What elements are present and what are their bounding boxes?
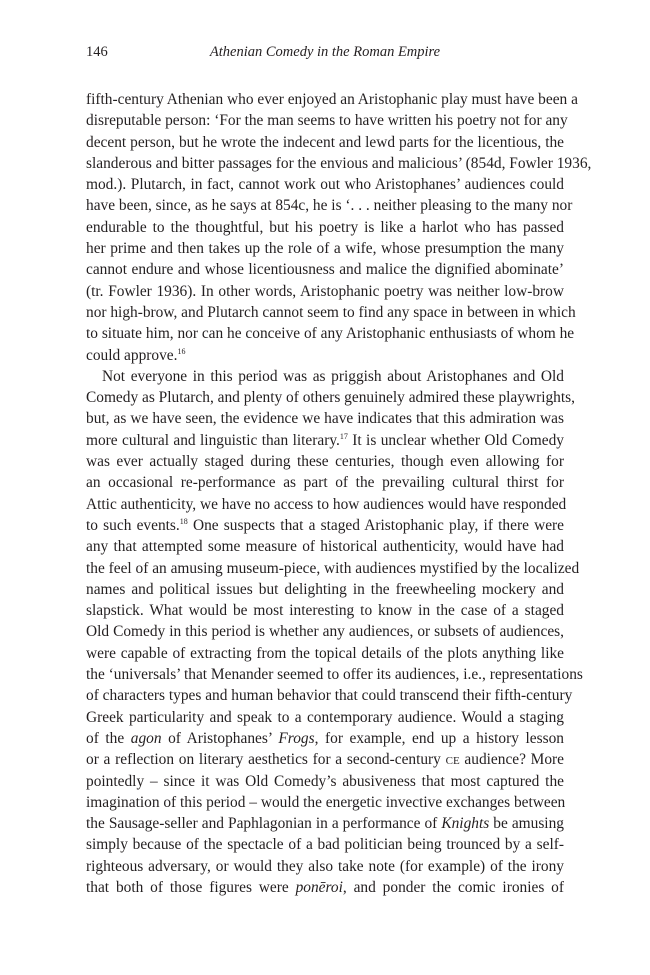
footnote-ref: 18 (179, 516, 188, 526)
footnote-ref: 17 (339, 431, 348, 441)
text-line: the ‘universals’ that Menander seemed to offer its audiences, i.e., representations (86, 666, 583, 684)
text-line: righteous adversary, or would they also take note (for example) of the irony (86, 857, 564, 875)
footnote-ref: 16 (177, 346, 186, 356)
text-line: but, as we have seen, the evidence we have indicates that this admiration was (86, 410, 564, 428)
text-line: were capable of extracting from the topical details of the plots anything like (86, 644, 564, 662)
text-line: to such events.$^{18}$ One suspects that a staged Aristophanic play, if there were (86, 516, 565, 534)
text-line: fifth-century Athenian who ever enjoyed an Aristophanic play must have been a (86, 91, 578, 108)
body-text (86, 89, 592, 898)
text-line: or a reflection on literary aesthetics for a second-century ce audience? More (86, 751, 564, 769)
text-line: endurable to the thoughtful, but his poetry is like a harlot who has passed (86, 218, 564, 236)
text-line: Attic authenticity, we have no access to how audiences would have responded (86, 495, 567, 513)
text-line: imagination of this period – would the energetic invective exchanges between (86, 793, 566, 811)
text-line: the feel of an amusing museum-piece, with audiences mystified by the localized (86, 559, 580, 577)
text-line: cannot endure and whose licentiousness and malice the dignified abominate’ (86, 261, 564, 279)
page-header (86, 44, 564, 66)
text-line: that both of those figures were ponēroi, and ponder the comic ironies of (86, 878, 564, 896)
text-line: an occasional re-performance as part of the prevailing cultural thirst for (86, 474, 564, 492)
running-head: Athenian Comedy in the Roman Empire (209, 44, 441, 60)
text-line: Old Comedy in this period is whether any audiences, or subsets of audiences, (86, 623, 564, 641)
page-number: 146 (86, 44, 108, 60)
text-line: slanderous and bitter passages for the envious and malicious’ (854d, Fowler 1936, (86, 154, 592, 172)
text-line: nor high-brow, and Plutarch cannot seem to find any space in between in which (86, 303, 576, 321)
text-line: of the agon of Aristophanes’ Frogs, for example, end up a history lesson (86, 729, 564, 747)
text-line: Greek particularity and speak to a contemporary audience. Would a staging (86, 708, 564, 726)
text-line: any that attempted some measure of historical authenticity, would have had (86, 538, 564, 556)
text-line: the Sausage-seller and Paphlagonian in a performance of Knights be amusing (86, 815, 564, 833)
text-line: (tr. Fowler 1936). In other words, Aristophanic poetry was neither low-brow (86, 282, 564, 300)
text-line: have been, since, as he says at 854c, he is ‘. . . neither pleasing to the many nor (86, 197, 573, 215)
text-line: Comedy as Plutarch, and plenty of others genuinely admired these playwrights, (86, 389, 575, 407)
text-line: more cultural and linguistic than literary.$^{17}$ It is unclear whether Old Comedy (86, 431, 564, 449)
text-line: slapstick. What would be most interesting to know in the case of a staged (86, 602, 564, 620)
text-line: names and political issues but delighting in the freewheeling mockery and (86, 580, 564, 598)
text-line: was ever actually staged during these centuries, though even allowing for (86, 453, 564, 471)
text-line: decent person, but he wrote the indecent and lewd parts for the licentious, the (86, 133, 564, 151)
text-line: pointedly – since it was Old Comedy’s abusiveness that most captured the (86, 772, 564, 790)
text-line: her prime and then takes up the role of a wife, whose presumption the many (86, 240, 564, 258)
text-line: simply because of the spectacle of a bad politician being trounced by a self- (86, 836, 564, 854)
text-line: to situate him, nor can he conceive of any Aristophanic enthusiasts of whom he (86, 325, 575, 343)
text-line: disreputable person: ‘For the man seems to have written his poetry not for any (86, 112, 568, 130)
text-line: Not everyone in this period was as priggish about Aristophanes and Old (102, 367, 564, 385)
text-line: of characters types and human behavior that could transcend their fifth-century (86, 687, 573, 705)
text-line: could approve.$^{16}$ (86, 346, 186, 364)
text-line: mod.). Plutarch, in fact, cannot work out who Aristophanes’ audiences could (86, 176, 564, 194)
